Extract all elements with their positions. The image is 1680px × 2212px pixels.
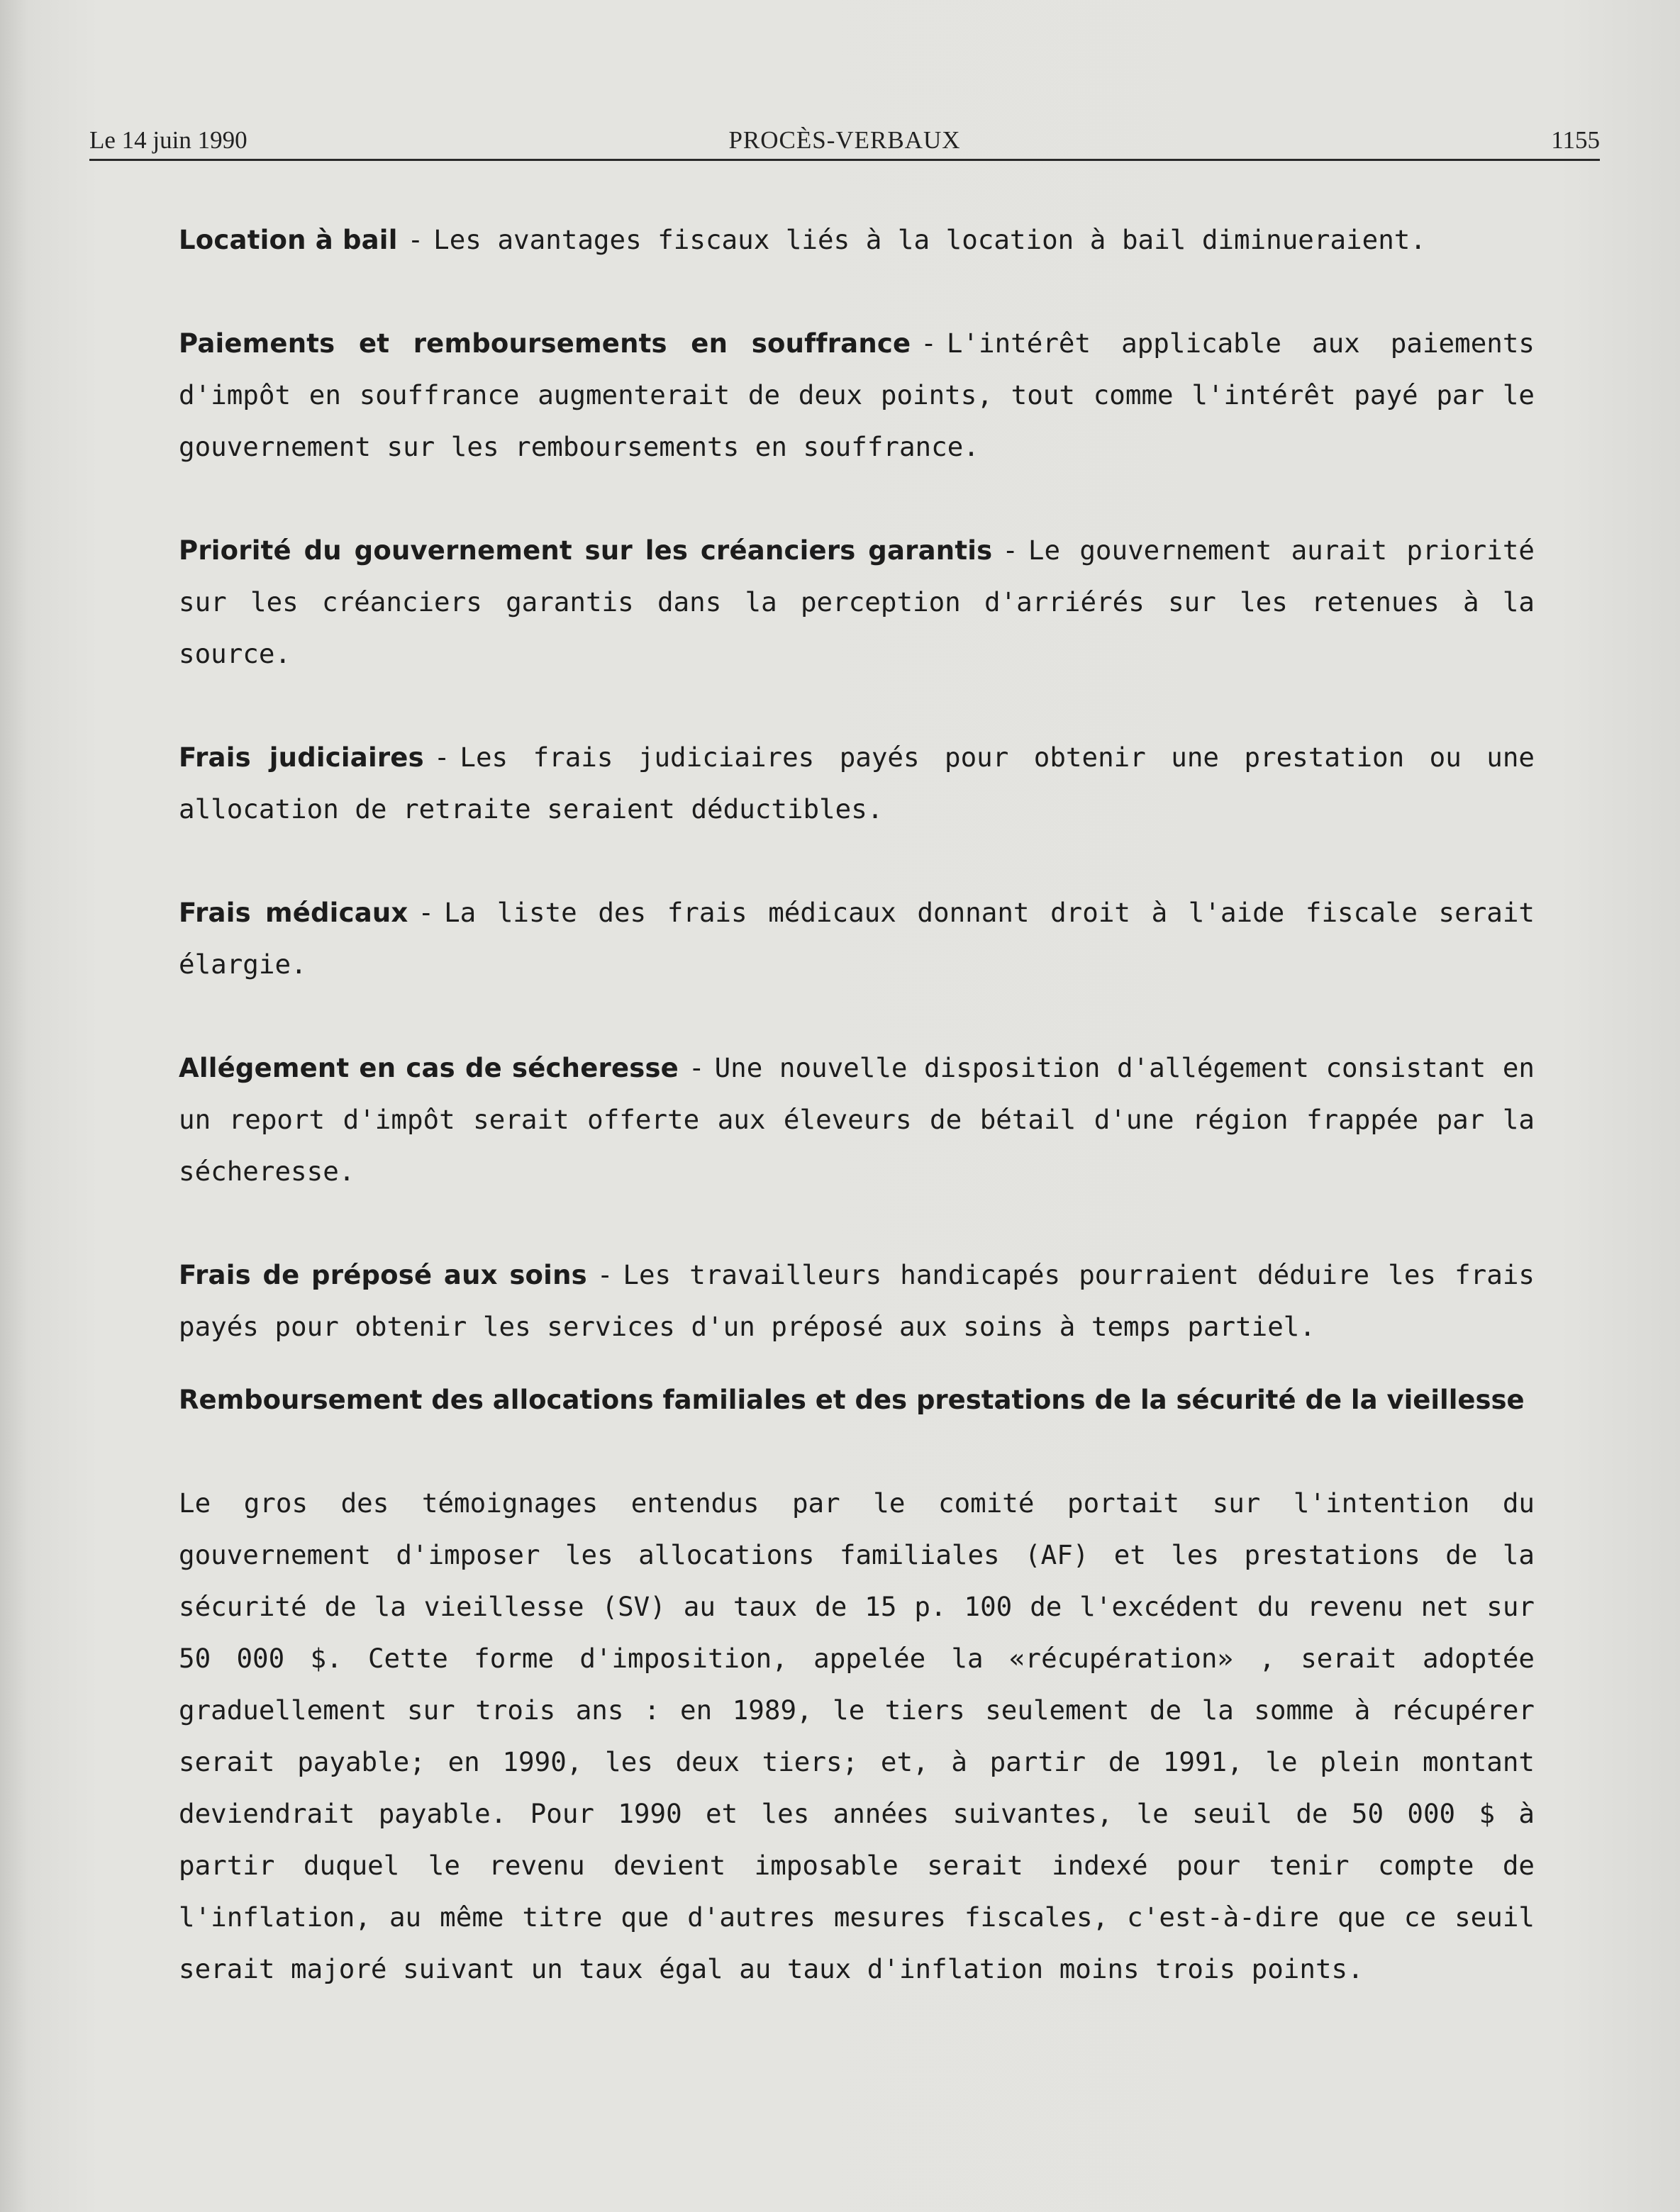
entry-separator: - xyxy=(688,1052,705,1083)
entry-term: Frais de préposé aux soins xyxy=(179,1260,587,1290)
header-date: Le 14 juin 1990 xyxy=(89,126,247,154)
entry-text: L'intérêt applicable aux paiements d'impôt en souffrance augmenterait de deux points, tout comme l'intérêt payé par le gouvernement sur les remboursements en souffrance. xyxy=(179,328,1535,462)
entry-separator: - xyxy=(920,328,937,359)
entry-separator: - xyxy=(407,224,424,255)
entry-term: Paiements et remboursements en souffrance xyxy=(179,328,911,359)
entry-term: Frais médicaux xyxy=(179,898,408,928)
page-number: 1155 xyxy=(1551,126,1600,154)
entry-term: Allégement en cas de sécheresse xyxy=(179,1053,679,1083)
entry-allegement-secheresse xyxy=(179,1042,1535,1197)
entry-separator: - xyxy=(596,1259,613,1290)
entry-priorite-gouvernement xyxy=(179,525,1535,680)
entry-term: Location à bail xyxy=(179,225,398,255)
section-paragraph: Le gros des témoignages entendus par le comité portait sur l'intention du gouvernement d'imposer les allocations familiales (AF) et les prestations de la sécurité de la vieillesse (SV) au taux de 15 p. 100 de l'excédent du revenu net sur 50 000 $. Cette forme d'imposition, appelée la «récupération» , serait adoptée graduellement sur trois ans : en 1989, le tiers seulement de la somme à récupérer serait payable; en 1990, les deux tiers; et, à partir de 1991, le plein montant deviendrait payable. Pour 1990 et les années suivantes, le seuil de 50 000 $ à partir duquel le revenu devient imposable serait indexé pour tenir compte de l'inflation, au même titre que d'autres mesures fiscales, c'est-à-dire que ce seuil serait majoré suivant un taux égal au taux d'inflation moins trois points. xyxy=(179,1487,1535,1984)
entry-separator: - xyxy=(418,897,435,928)
header-title: PROCÈS-VERBAUX xyxy=(728,126,961,154)
entry-text: Une nouvelle disposition d'allégement consistant en un report d'impôt serait offerte aux éleveurs de bétail d'une région frappée par la sécheresse. xyxy=(179,1052,1535,1187)
entry-text: Les travailleurs handicapés pourraient déduire les frais payés pour obtenir les services d'un préposé aux soins à temps partiel. xyxy=(179,1259,1535,1342)
entry-separator: - xyxy=(1002,535,1018,566)
entry-term: Priorité du gouvernement sur les créanciers garantis xyxy=(179,535,993,566)
entry-frais-medicaux xyxy=(179,887,1535,990)
entry-paiements-remboursements xyxy=(179,318,1535,473)
entry-text: Les frais judiciaires payés pour obtenir une prestation ou une allocation de retraite seraient déductibles. xyxy=(179,742,1535,825)
entry-frais-prepose-soins xyxy=(179,1249,1535,1353)
entry-text: Le gouvernement aurait priorité sur les créanciers garantis dans la perception d'arriérés sur les retenues à la source. xyxy=(179,535,1535,669)
entry-frais-judiciaires xyxy=(179,732,1535,835)
entry-term: Frais judiciaires xyxy=(179,742,424,773)
entry-location-a-bail xyxy=(179,214,1535,266)
entry-text: La liste des frais médicaux donnant droit à l'aide fiscale serait élargie. xyxy=(179,897,1535,980)
page-body xyxy=(179,214,1535,1995)
entry-separator: - xyxy=(433,742,450,773)
running-header xyxy=(89,122,1600,161)
entry-text: Les avantages fiscaux liés à la location à bail diminueraient. xyxy=(433,224,1426,255)
section-heading: Remboursement des allocations familiales et des prestations de la sécurité de la vieillesse xyxy=(179,1385,1525,1415)
